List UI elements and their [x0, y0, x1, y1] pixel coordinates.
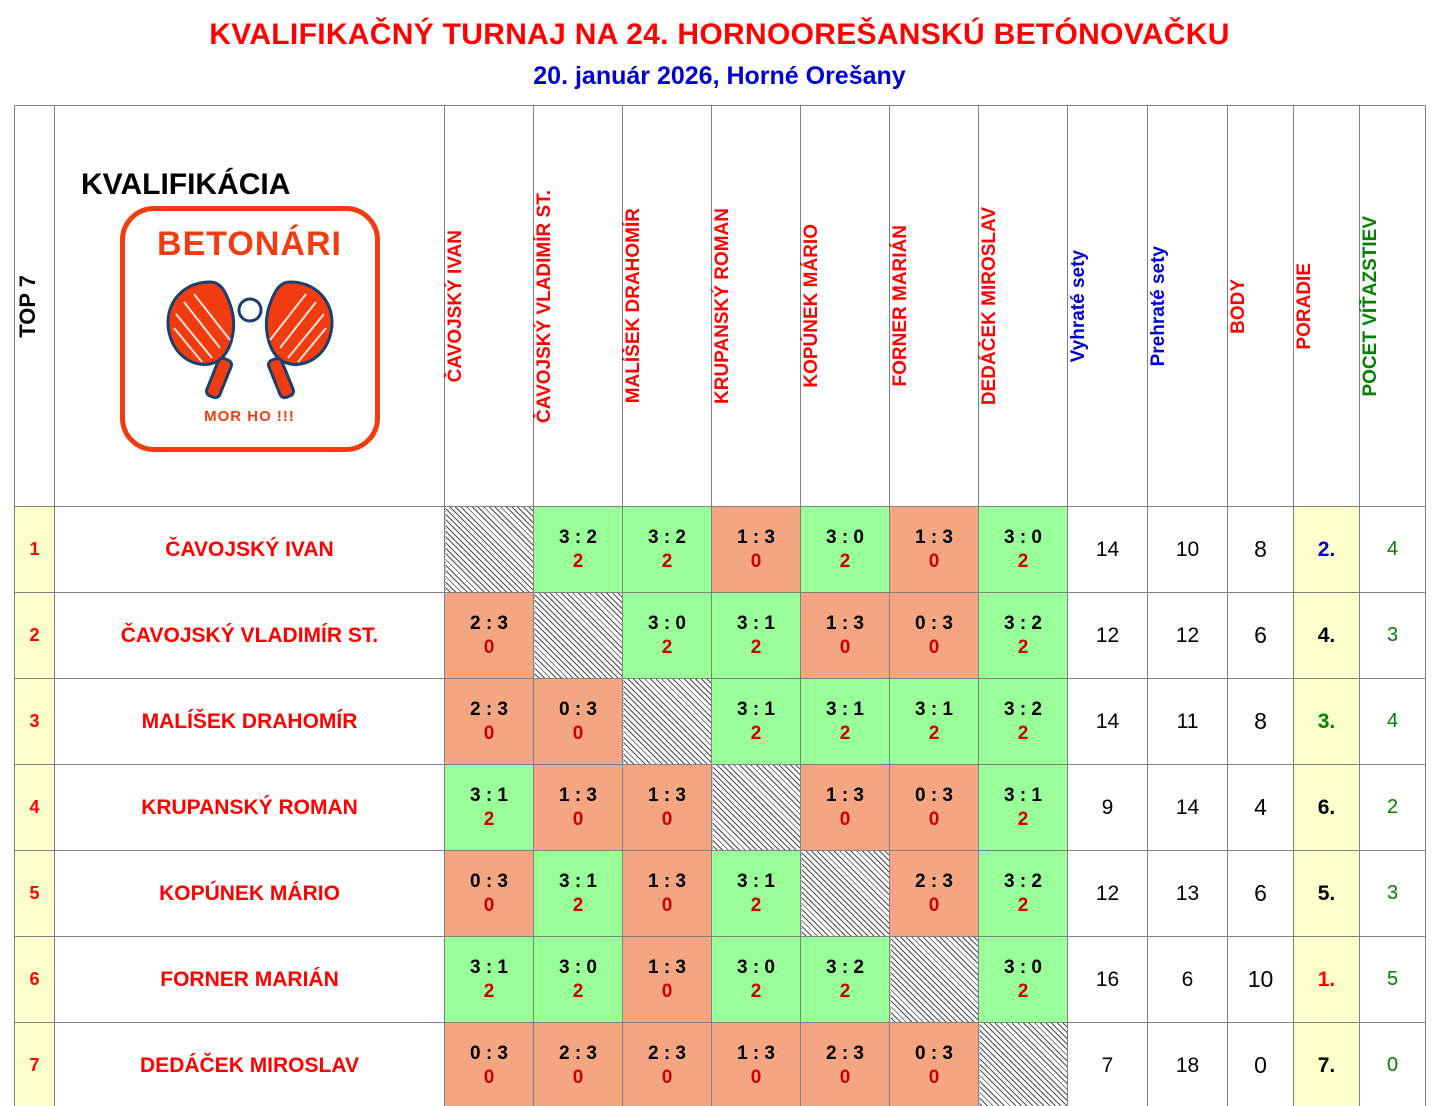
match-cell: [890, 593, 979, 679]
match-points: 2: [661, 636, 673, 658]
match-points: 2: [839, 722, 851, 744]
match-cell: [445, 679, 534, 765]
match-cell-self: [623, 679, 712, 765]
match-score: 3 : 0: [825, 526, 865, 548]
table-row: [15, 937, 1426, 1023]
match-cell: [801, 507, 890, 593]
match-cell: [623, 937, 712, 1023]
column-header-wins: POCET VÍŤAZSTIEV: [1360, 106, 1426, 507]
match-cell: [890, 1023, 979, 1106]
match-score: 2 : 3: [914, 870, 954, 892]
match-cell: [445, 851, 534, 937]
table-tennis-rackets-icon: [150, 266, 350, 406]
row-won-sets: 12: [1068, 593, 1148, 679]
match-cell: [712, 679, 801, 765]
match-score: 3 : 2: [1003, 870, 1043, 892]
match-points: 0: [572, 722, 584, 744]
match-cell: [712, 937, 801, 1023]
match-points: 0: [928, 550, 940, 572]
match-cell: [623, 765, 712, 851]
table-row: [15, 507, 1426, 593]
match-score: 1 : 3: [647, 784, 687, 806]
row-points: 6: [1228, 593, 1294, 679]
match-cell: [979, 851, 1068, 937]
match-cell: [445, 593, 534, 679]
row-lost-sets: 13: [1148, 851, 1228, 937]
match-score: 1 : 3: [736, 1042, 776, 1064]
match-points: 2: [483, 808, 495, 830]
match-score: 3 : 0: [736, 956, 776, 978]
logo-frame: [120, 206, 380, 452]
column-header-player-4: KRUPANSKÝ ROMAN: [712, 106, 801, 507]
qualification-header-cell: [55, 106, 445, 507]
match-points: 2: [572, 980, 584, 1002]
match-points: 0: [661, 894, 673, 916]
row-lost-sets: 18: [1148, 1023, 1228, 1106]
table-row: [15, 851, 1426, 937]
column-header-player-5: KOPÚNEK MÁRIO: [801, 106, 890, 507]
match-cell: [534, 937, 623, 1023]
row-wins: 3: [1360, 593, 1426, 679]
match-score: 3 : 1: [558, 870, 598, 892]
row-points: 10: [1228, 937, 1294, 1023]
match-score: 3 : 0: [558, 956, 598, 978]
match-score: 3 : 2: [1003, 698, 1043, 720]
row-player-name: MALÍŠEK DRAHOMÍR: [55, 679, 445, 765]
match-points: 2: [750, 636, 762, 658]
match-points: 0: [661, 808, 673, 830]
row-rank: 4.: [1294, 593, 1360, 679]
match-score: 3 : 1: [1003, 784, 1043, 806]
row-wins: 3: [1360, 851, 1426, 937]
match-score: 3 : 1: [736, 698, 776, 720]
row-rank: 5.: [1294, 851, 1360, 937]
match-cell-self: [712, 765, 801, 851]
match-score: 3 : 0: [1003, 526, 1043, 548]
match-score: 2 : 3: [825, 1042, 865, 1064]
row-rank: 3.: [1294, 679, 1360, 765]
row-number: 7: [15, 1023, 55, 1106]
match-points: 2: [1017, 808, 1029, 830]
match-points: 2: [1017, 636, 1029, 658]
logo-title: BETONÁRI: [157, 225, 342, 263]
match-cell-self: [890, 937, 979, 1023]
row-won-sets: 9: [1068, 765, 1148, 851]
column-header-lost-sets: Prehraté sety: [1148, 106, 1228, 507]
match-cell: [979, 507, 1068, 593]
row-points: 8: [1228, 679, 1294, 765]
row-points: 8: [1228, 507, 1294, 593]
match-points: 0: [483, 894, 495, 916]
row-wins: 4: [1360, 507, 1426, 593]
row-won-sets: 14: [1068, 507, 1148, 593]
match-score: 2 : 3: [647, 1042, 687, 1064]
match-cell: [534, 1023, 623, 1106]
match-score: 0 : 3: [558, 698, 598, 720]
row-wins: 0: [1360, 1023, 1426, 1106]
match-points: 2: [1017, 980, 1029, 1002]
match-points: 0: [839, 1066, 851, 1088]
match-cell: [801, 593, 890, 679]
row-points: 4: [1228, 765, 1294, 851]
row-number: 1: [15, 507, 55, 593]
match-score: 3 : 1: [736, 870, 776, 892]
match-cell: [801, 679, 890, 765]
match-cell: [534, 765, 623, 851]
match-cell: [534, 851, 623, 937]
match-cell: [445, 765, 534, 851]
match-cell: [801, 765, 890, 851]
qualification-label: KVALIFIKÁCIA: [81, 168, 291, 201]
match-points: 2: [1017, 722, 1029, 744]
match-points: 0: [572, 1066, 584, 1088]
row-lost-sets: 12: [1148, 593, 1228, 679]
row-player-name: FORNER MARIÁN: [55, 937, 445, 1023]
match-points: 0: [483, 1066, 495, 1088]
match-score: 2 : 3: [558, 1042, 598, 1064]
match-score: 1 : 3: [558, 784, 598, 806]
row-player-name: KRUPANSKÝ ROMAN: [55, 765, 445, 851]
match-score: 1 : 3: [825, 612, 865, 634]
table-row: [15, 593, 1426, 679]
match-points: 0: [572, 808, 584, 830]
match-score: 1 : 3: [647, 870, 687, 892]
match-points: 2: [928, 722, 940, 744]
row-player-name: KOPÚNEK MÁRIO: [55, 851, 445, 937]
row-won-sets: 16: [1068, 937, 1148, 1023]
row-lost-sets: 14: [1148, 765, 1228, 851]
match-cell-self: [801, 851, 890, 937]
match-points: 0: [928, 1066, 940, 1088]
match-score: 3 : 1: [469, 784, 509, 806]
match-points: 0: [483, 636, 495, 658]
column-header-player-3: MALÍŠEK DRAHOMÍR: [623, 106, 712, 507]
match-score: 3 : 2: [558, 526, 598, 548]
table-row: [15, 765, 1426, 851]
match-score: 1 : 3: [736, 526, 776, 548]
row-lost-sets: 10: [1148, 507, 1228, 593]
row-rank: 6.: [1294, 765, 1360, 851]
match-score: 3 : 1: [825, 698, 865, 720]
match-points: 2: [750, 980, 762, 1002]
column-header-points: BODY: [1228, 106, 1294, 507]
row-won-sets: 12: [1068, 851, 1148, 937]
match-points: 2: [1017, 550, 1029, 572]
match-cell: [534, 679, 623, 765]
match-points: 2: [750, 894, 762, 916]
match-cell: [534, 507, 623, 593]
page-title: KVALIFIKAČNÝ TURNAJ NA 24. HORNOOREŠANSKÚ BETÓNOVAČKU: [209, 18, 1230, 51]
row-rank: 1.: [1294, 937, 1360, 1023]
match-score: 0 : 3: [914, 784, 954, 806]
match-points: 2: [483, 980, 495, 1002]
match-points: 0: [750, 550, 762, 572]
match-cell: [979, 765, 1068, 851]
match-score: 0 : 3: [469, 870, 509, 892]
table-row: [15, 1023, 1426, 1106]
column-header-won-sets: Vyhraté sety: [1068, 106, 1148, 507]
row-player-name: ČAVOJSKÝ IVAN: [55, 507, 445, 593]
row-won-sets: 14: [1068, 679, 1148, 765]
match-points: 0: [661, 980, 673, 1002]
match-cell: [623, 507, 712, 593]
match-cell: [979, 679, 1068, 765]
row-number: 6: [15, 937, 55, 1023]
match-points: 0: [839, 636, 851, 658]
match-score: 2 : 3: [469, 612, 509, 634]
row-won-sets: 7: [1068, 1023, 1148, 1106]
match-cell: [623, 851, 712, 937]
match-score: 1 : 3: [647, 956, 687, 978]
match-points: 0: [839, 808, 851, 830]
match-cell-self: [979, 1023, 1068, 1106]
match-score: 3 : 1: [469, 956, 509, 978]
match-cell: [712, 507, 801, 593]
match-points: 0: [750, 1066, 762, 1088]
match-score: 3 : 2: [1003, 612, 1043, 634]
row-rank: 2.: [1294, 507, 1360, 593]
match-cell: [712, 593, 801, 679]
match-cell: [712, 851, 801, 937]
tournament-table: [14, 105, 1426, 1106]
match-cell: [979, 937, 1068, 1023]
logo-motto: MOR HO !!!: [204, 408, 295, 425]
match-cell: [890, 851, 979, 937]
match-score: 3 : 1: [914, 698, 954, 720]
match-score: 0 : 3: [469, 1042, 509, 1064]
match-points: 0: [483, 722, 495, 744]
match-points: 2: [839, 550, 851, 572]
match-cell: [979, 593, 1068, 679]
match-cell: [890, 507, 979, 593]
match-points: 2: [839, 980, 851, 1002]
match-points: 2: [1017, 894, 1029, 916]
club-logo: [55, 202, 444, 452]
row-number: 4: [15, 765, 55, 851]
column-header-player-7: DEDÁČEK MIROSLAV: [979, 106, 1068, 507]
match-score: 3 : 0: [647, 612, 687, 634]
row-points: 0: [1228, 1023, 1294, 1106]
match-score: 3 : 2: [825, 956, 865, 978]
row-player-name: ČAVOJSKÝ VLADIMÍR ST.: [55, 593, 445, 679]
row-rank: 7.: [1294, 1023, 1360, 1106]
row-number: 3: [15, 679, 55, 765]
match-points: 2: [750, 722, 762, 744]
table-header-row: [15, 106, 1426, 507]
match-points: 0: [928, 636, 940, 658]
match-points: 2: [661, 550, 673, 572]
match-score: 3 : 0: [1003, 956, 1043, 978]
row-points: 6: [1228, 851, 1294, 937]
match-points: 2: [572, 550, 584, 572]
match-points: 0: [928, 894, 940, 916]
column-header-player-6: FORNER MARIÁN: [890, 106, 979, 507]
page-subtitle: 20. január 2026, Horné Orešany: [533, 62, 906, 90]
match-score: 1 : 3: [914, 526, 954, 548]
row-wins: 5: [1360, 937, 1426, 1023]
row-number: 2: [15, 593, 55, 679]
match-points: 2: [572, 894, 584, 916]
match-score: 0 : 3: [914, 612, 954, 634]
match-points: 0: [661, 1066, 673, 1088]
match-cell: [623, 593, 712, 679]
column-header-player-1: ČAVOJSKÝ IVAN: [445, 106, 534, 507]
row-lost-sets: 6: [1148, 937, 1228, 1023]
match-cell-self: [445, 507, 534, 593]
top7-label: TOP 7: [15, 274, 40, 338]
table-row: [15, 679, 1426, 765]
match-score: 3 : 2: [647, 526, 687, 548]
top7-header-cell: [15, 106, 55, 507]
row-number: 5: [15, 851, 55, 937]
match-score: 1 : 3: [825, 784, 865, 806]
match-cell: [890, 765, 979, 851]
match-cell: [801, 937, 890, 1023]
match-cell: [801, 1023, 890, 1106]
column-header-player-2: ČAVOJSKÝ VLADIMÍR ST.: [534, 106, 623, 507]
row-wins: 2: [1360, 765, 1426, 851]
match-cell: [712, 1023, 801, 1106]
match-score: 3 : 1: [736, 612, 776, 634]
match-points: 0: [928, 808, 940, 830]
match-cell: [890, 679, 979, 765]
row-wins: 4: [1360, 679, 1426, 765]
row-lost-sets: 11: [1148, 679, 1228, 765]
match-cell-self: [534, 593, 623, 679]
match-score: 2 : 3: [469, 698, 509, 720]
row-player-name: DEDÁČEK MIROSLAV: [55, 1023, 445, 1106]
match-cell: [623, 1023, 712, 1106]
column-header-rank: PORADIE: [1294, 106, 1360, 507]
match-cell: [445, 1023, 534, 1106]
match-cell: [445, 937, 534, 1023]
match-score: 0 : 3: [914, 1042, 954, 1064]
